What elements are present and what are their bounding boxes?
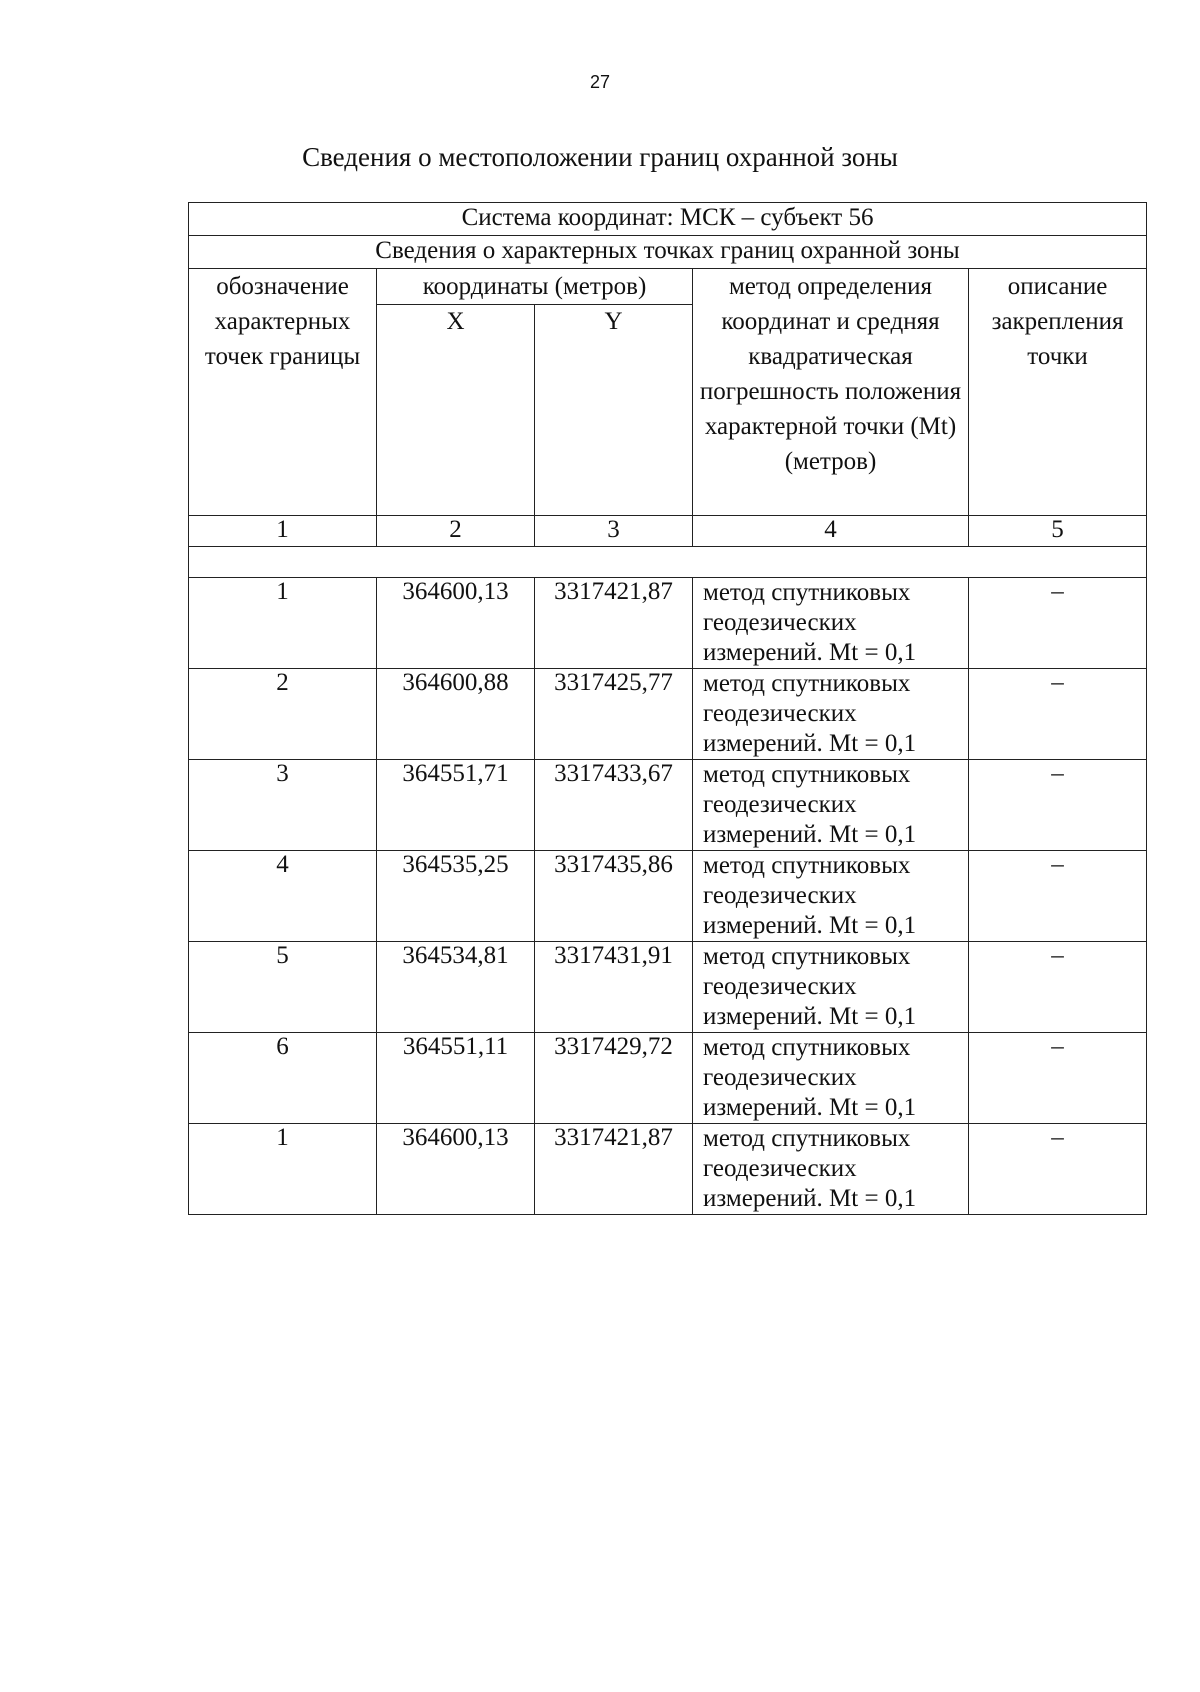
point-cell: 1 (189, 1124, 377, 1215)
header-coordinates: координаты (метров) (377, 269, 693, 305)
blank-cell (189, 547, 1147, 578)
x-cell: 364551,71 (377, 760, 535, 851)
x-cell: 364534,81 (377, 942, 535, 1033)
blank-row (189, 547, 1147, 578)
header-row (189, 269, 1147, 305)
method-cell: метод спутниковых геодезических измерений. Mt = 0,1 (693, 942, 969, 1033)
description-cell: – (969, 669, 1147, 760)
header-designation: обозначение характерных точек границы (189, 269, 377, 516)
table-row (189, 578, 1147, 669)
method-cell: метод спутниковых геодезических измерений. Mt = 0,1 (693, 669, 969, 760)
column-numbers-row (189, 516, 1147, 547)
x-cell: 364600,88 (377, 669, 535, 760)
description-cell: – (969, 578, 1147, 669)
x-cell: 364600,13 (377, 578, 535, 669)
method-cell: метод спутниковых геодезических измерений. Mt = 0,1 (693, 760, 969, 851)
boundary-points-table (188, 202, 1147, 1215)
y-cell: 3317425,77 (535, 669, 693, 760)
point-cell: 5 (189, 942, 377, 1033)
y-cell: 3317431,91 (535, 942, 693, 1033)
description-cell: – (969, 1033, 1147, 1124)
method-cell: метод спутниковых геодезических измерений. Mt = 0,1 (693, 1124, 969, 1215)
point-cell: 6 (189, 1033, 377, 1124)
coordinate-system-row (189, 203, 1147, 236)
y-cell: 3317421,87 (535, 578, 693, 669)
x-cell: 364535,25 (377, 851, 535, 942)
point-cell: 1 (189, 578, 377, 669)
method-cell: метод спутниковых геодезических измерений. Mt = 0,1 (693, 1033, 969, 1124)
description-cell: – (969, 760, 1147, 851)
header-x: X (377, 305, 535, 516)
point-cell: 2 (189, 669, 377, 760)
points-info-row (189, 236, 1147, 269)
column-number: 3 (535, 516, 693, 547)
description-cell: – (969, 851, 1147, 942)
points-info-cell: Сведения о характерных точках границ охранной зоны (189, 236, 1147, 269)
header-description: описание закрепления точки (969, 269, 1147, 516)
method-cell: метод спутниковых геодезических измерений. Mt = 0,1 (693, 578, 969, 669)
y-cell: 3317429,72 (535, 1033, 693, 1124)
column-number: 4 (693, 516, 969, 547)
y-cell: 3317433,67 (535, 760, 693, 851)
y-cell: 3317435,86 (535, 851, 693, 942)
table-row (189, 851, 1147, 942)
column-number: 5 (969, 516, 1147, 547)
table-row (189, 1033, 1147, 1124)
x-cell: 364551,11 (377, 1033, 535, 1124)
point-cell: 4 (189, 851, 377, 942)
column-number: 2 (377, 516, 535, 547)
x-cell: 364600,13 (377, 1124, 535, 1215)
y-cell: 3317421,87 (535, 1124, 693, 1215)
description-cell: – (969, 942, 1147, 1033)
coordinate-system-cell: Система координат: МСК – субъект 56 (189, 203, 1147, 236)
document-title: Сведения о местоположении границ охранной зоны (302, 142, 898, 172)
description-cell: – (969, 1124, 1147, 1215)
header-y: Y (535, 305, 693, 516)
table-row (189, 1124, 1147, 1215)
point-cell: 3 (189, 760, 377, 851)
table-row (189, 669, 1147, 760)
table-row (189, 942, 1147, 1033)
method-cell: метод спутниковых геодезических измерений. Mt = 0,1 (693, 851, 969, 942)
table-row (189, 760, 1147, 851)
header-method: метод определения координат и средняя квадратическая погрешность положения характерной точки (Mt) (метров) (693, 269, 969, 516)
column-number: 1 (189, 516, 377, 547)
page-number: 27 (589, 72, 611, 92)
